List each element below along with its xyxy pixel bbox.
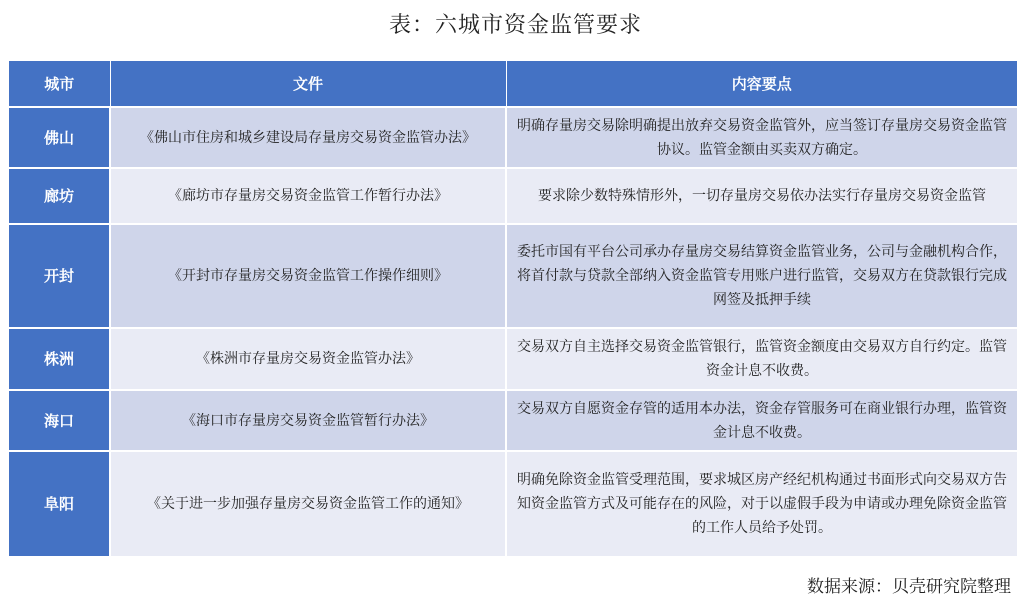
city-cell: 开封: [9, 224, 110, 328]
city-cell: 株洲: [9, 328, 110, 390]
file-cell: 《开封市存量房交易资金监管工作操作细则》: [110, 224, 506, 328]
header-file: 文件: [110, 61, 506, 107]
content-cell: 委托市国有平台公司承办存量房交易结算资金监管业务，公司与金融机构合作，将首付款与贷款全部纳入资金监管专用账户进行监管，交易双方在贷款银行完成网签及抵押手续: [506, 224, 1017, 328]
table-row: [9, 328, 1017, 390]
content-cell: 要求除少数特殊情形外，一切存量房交易依办法实行存量房交易资金监管: [506, 168, 1017, 224]
content-cell: 明确免除资金监管受理范围，要求城区房产经纪机构通过书面形式向交易双方告知资金监管方式及可能存在的风险，对于以虚假手段为申请或办理免除资金监管的工作人员给予处罚。: [506, 451, 1017, 557]
city-cell: 廊坊: [9, 168, 110, 224]
table-title: 表：六城市资金监管要求: [388, 13, 642, 38]
city-cell: 佛山: [9, 107, 110, 168]
file-cell: 《海口市存量房交易资金监管暂行办法》: [110, 390, 506, 451]
table-row: [9, 451, 1017, 557]
file-cell: 《廊坊市存量房交易资金监管工作暂行办法》: [110, 168, 506, 224]
content-cell: 交易双方自主选择交易资金监管银行，监管资金额度由交易双方自行约定。监管资金计息不收费。: [506, 328, 1017, 390]
table-row: [9, 224, 1017, 328]
city-cell: 海口: [9, 390, 110, 451]
table-header-row: [9, 61, 1017, 107]
table-row: [9, 390, 1017, 451]
table-row: [9, 168, 1017, 224]
file-cell: 《关于进一步加强存量房交易资金监管工作的通知》: [110, 451, 506, 557]
file-cell: 《株洲市存量房交易资金监管办法》: [110, 328, 506, 390]
content-cell: 交易双方自愿资金存管的适用本办法，资金存管服务可在商业银行办理，监管资金计息不收费。: [506, 390, 1017, 451]
header-content: 内容要点: [506, 61, 1017, 107]
content-cell: 明确存量房交易除明确提出放弃交易资金监管外，应当签订存量房交易资金监管协议。监管金额由买卖双方确定。: [506, 107, 1017, 168]
table-row: [9, 107, 1017, 168]
data-source-note: 数据来源：贝壳研究院整理: [807, 577, 1011, 597]
header-city: 城市: [9, 61, 110, 107]
city-cell: 阜阳: [9, 451, 110, 557]
regulation-table: [9, 61, 1017, 558]
file-cell: 《佛山市住房和城乡建设局存量房交易资金监管办法》: [110, 107, 506, 168]
